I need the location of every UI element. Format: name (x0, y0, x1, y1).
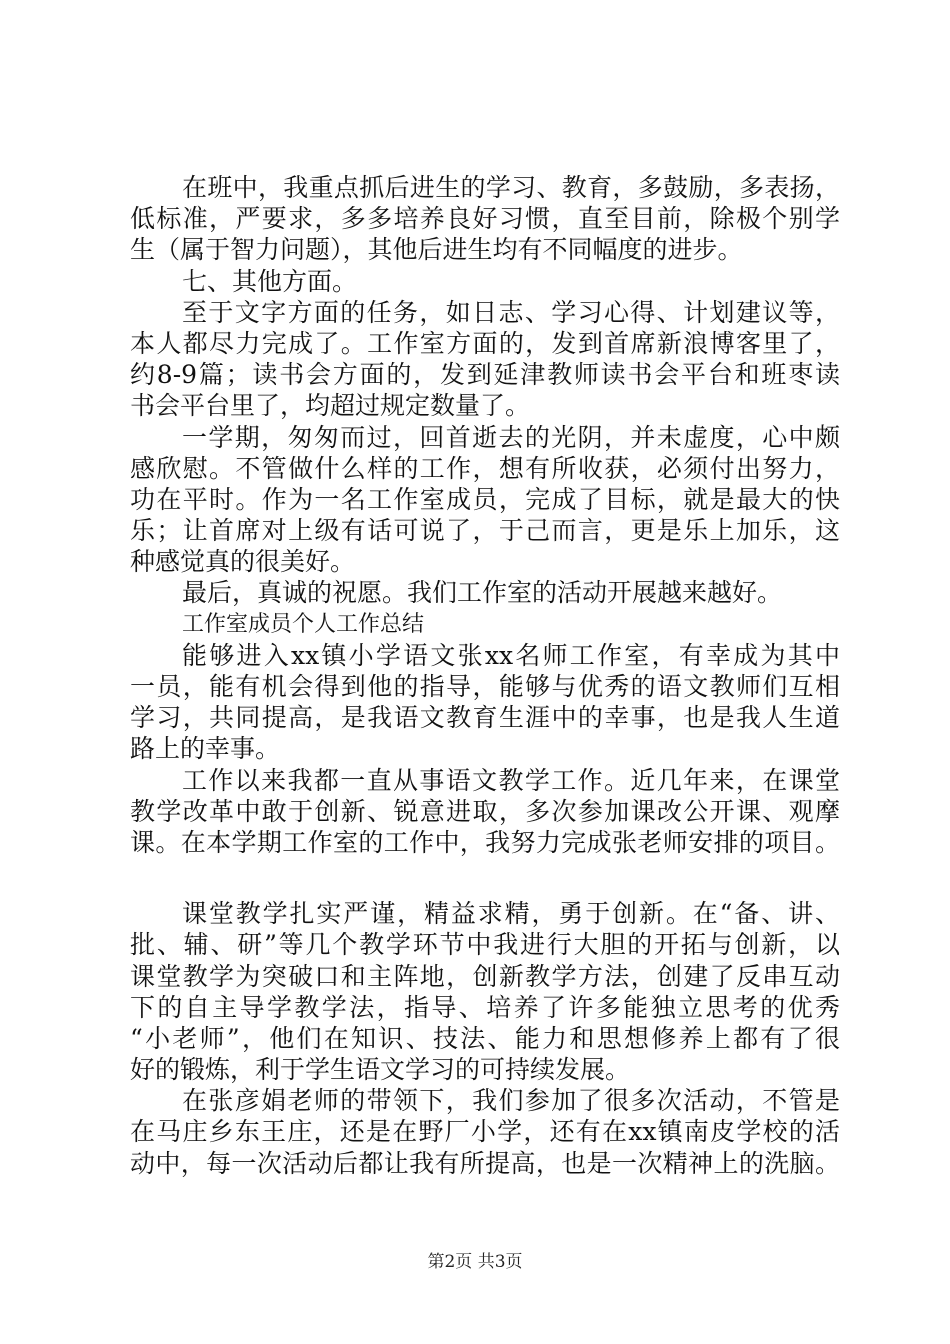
paragraph-line: 批、辅、研”等几个教学环节中我进行大胆的开拓与创新，以 (130, 930, 840, 960)
paragraph-line: 约8-9篇；读书会方面的，发到延津教师读书会平台和班枣读 (130, 360, 840, 390)
paragraph-line: 路上的幸事。 (130, 734, 281, 764)
paragraph-line: 好的锻炼，利于学生语文学习的可持续发展。 (130, 1055, 631, 1085)
paragraph-line: 课堂教学为突破口和主阵地，创新教学方法，创建了反串互动 (130, 961, 840, 991)
paragraph-line: 至于文字方面的任务，如日志、学习心得、计划建议等， (182, 297, 840, 327)
paragraph-line: 动中，每一次活动后都让我有所提高，也是一次精神上的洗脑。 (130, 1148, 840, 1178)
paragraph-line: 能够进入xx镇小学语文张xx名师工作室，有幸成为其中 (182, 640, 840, 670)
paragraph-line: 书会平台里了，均超过规定数量了。 (130, 391, 531, 421)
paragraph-gap (130, 858, 840, 898)
section-heading: 七、其他方面。 (182, 266, 358, 296)
paragraph-line: 本人都尽力完成了。工作室方面的，发到首席新浪博客里了， (130, 328, 840, 358)
paragraph-line: 一员，能有机会得到他的指导，能够与优秀的语文教师们互相 (130, 672, 840, 701)
paragraph-line: 工作以来我都一直从事语文教学工作。近几年来，在课堂 (182, 765, 840, 795)
paragraph-line: 生（属于智力问题），其他后进生均有不同幅度的进步。 (130, 235, 743, 265)
paragraph-line: 课堂教学扎实严谨，精益求精，勇于创新。在“备、讲、 (182, 899, 840, 929)
paragraph-line: 下的自主导学教学法，指导、培养了许多能独立思考的优秀 (130, 992, 840, 1022)
page-footer: 第2页 共3页 (427, 1252, 523, 1272)
paragraph-line: 课。在本学期工作室的工作中，我努力完成张老师安排的项目。 (130, 827, 840, 857)
paragraph-line: “小老师”，他们在知识、技法、能力和思想修养上都有了很 (130, 1023, 840, 1053)
paragraph-line: 种感觉真的很美好。 (130, 547, 356, 577)
paragraph-line: 学习，共同提高，是我语文教育生涯中的幸事，也是我人生道 (130, 703, 840, 733)
paragraph-line: 在马庄乡东王庄，还是在野厂小学，还有在xx镇南皮学校的活 (130, 1117, 840, 1147)
paragraph-line: 最后，真诚的祝愿。我们工作室的活动开展越来越好。 (182, 578, 783, 608)
paragraph-line: 感欣慰。不管做什么样的工作，想有所收获，必须付出努力， (130, 453, 840, 483)
document-subtitle: 工作室成员个人工作总结 (182, 611, 425, 637)
paragraph-line: 一学期，匆匆而过，回首逝去的光阴，并未虚度，心中颇 (182, 422, 840, 452)
document-body (130, 172, 840, 1179)
paragraph-line: 在班中，我重点抓后进生的学习、教育，多鼓励，多表扬， (182, 173, 840, 202)
paragraph-line: 教学改革中敢于创新、锐意进取，多次参加课改公开课、观摩 (130, 796, 840, 826)
paragraph-line: 低标准，严要求，多多培养良好习惯，直至目前，除极个别学 (130, 204, 840, 234)
paragraph-line: 功在平时。作为一名工作室成员，完成了目标，就是最大的快 (130, 484, 840, 514)
paragraph-line: 乐；让首席对上级有话可说了，于己而言，更是乐上加乐，这 (130, 516, 840, 546)
paragraph-line: 在张彦娟老师的带领下，我们参加了很多次活动，不管是 (182, 1086, 840, 1116)
